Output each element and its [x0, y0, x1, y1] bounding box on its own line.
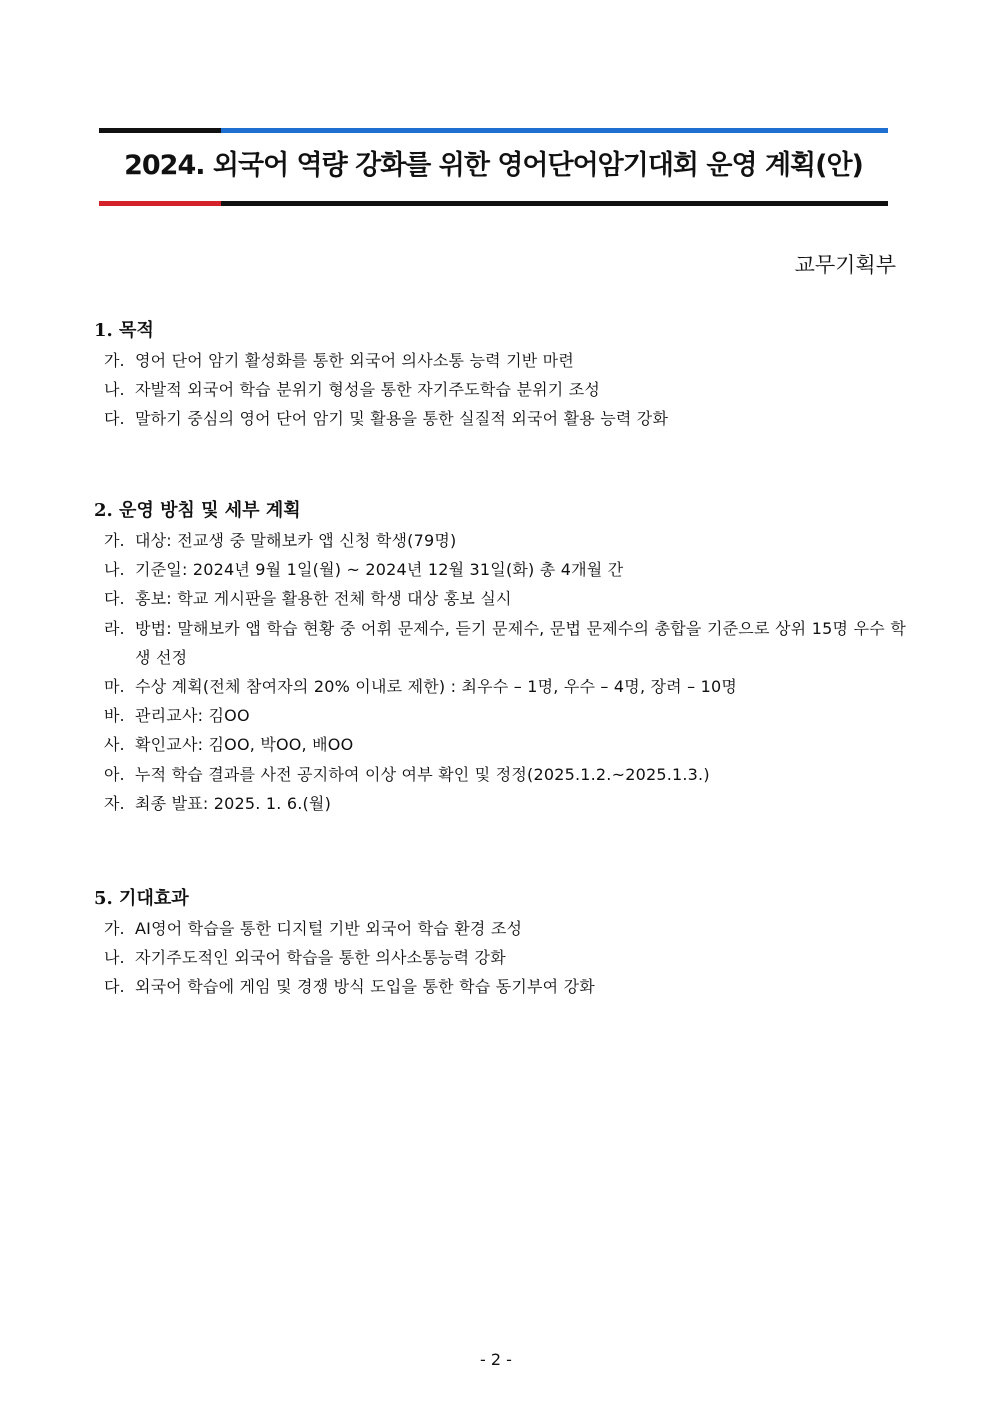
item-text: 최종 발표: 2025. 1. 6.(월): [135, 793, 332, 813]
page-number: - 2 -: [480, 1350, 512, 1369]
title-bottom-rule: [99, 201, 888, 206]
section-purpose: [94, 316, 906, 434]
item-text: 누적 학습 결과를 사전 공지하여 이상 여부 확인 및 정정(2025.1.2.~2025.1.3.): [135, 764, 710, 784]
department-label: 교무기획부: [794, 253, 896, 277]
item-text: 자기주도적인 외국어 학습을 통한 의사소통능력 강화: [135, 948, 506, 968]
top-rule-black-segment: [99, 128, 221, 133]
list-item: [104, 701, 906, 730]
top-rule-blue-segment: [221, 128, 888, 133]
list-item: [104, 943, 906, 972]
title-top-rule: [99, 128, 888, 133]
list-item: [104, 730, 906, 759]
list-item: [104, 375, 906, 404]
list-item: [104, 914, 906, 943]
list-item: [104, 760, 906, 789]
item-text: 확인교사: 김OO, 박OO, 배OO: [135, 735, 354, 755]
item-marker: 나.: [104, 380, 125, 400]
bottom-rule-red-segment: [99, 201, 221, 206]
item-marker: 다.: [104, 409, 125, 429]
item-marker: 가.: [104, 531, 125, 550]
list-item: [104, 972, 906, 1001]
list-item: [104, 614, 906, 672]
section-operation-plan: [94, 496, 906, 818]
item-text: 기준일: 2024년 9월 1일(월) ~ 2024년 12월 31일(화) 총 4개월 간: [135, 560, 624, 580]
item-marker: 아.: [104, 764, 125, 784]
list-item: [104, 526, 906, 555]
item-marker: 사.: [104, 735, 125, 755]
list-item: [104, 404, 906, 433]
item-marker: 바.: [104, 706, 125, 726]
item-marker: 다.: [104, 977, 125, 997]
item-marker: 나.: [104, 560, 125, 580]
section-heading: 2. 운영 방침 및 세부 계획: [94, 500, 301, 521]
item-marker: 가.: [104, 919, 125, 938]
item-text: AI영어 학습을 통한 디지털 기반 외국어 학습 환경 조성: [135, 919, 523, 938]
list-item: [104, 584, 906, 613]
document-title: 2024. 외국어 역량 강화를 위한 영어단어암기대회 운영 계획(안): [124, 150, 863, 181]
item-text: 관리교사: 김OO: [135, 706, 250, 726]
list-item: [104, 555, 906, 584]
item-marker: 가.: [104, 351, 125, 370]
section-heading: 5. 기대효과: [94, 888, 189, 909]
item-text: 자발적 외국어 학습 분위기 형성을 통한 자기주도학습 분위기 조성: [135, 380, 601, 400]
item-text: 수상 계획(전체 참여자의 20% 이내로 제한) : 최우수 – 1명, 우수 – 4명, 장려 – 10명: [135, 677, 738, 697]
item-text: 영어 단어 암기 활성화를 통한 외국어 의사소통 능력 기반 마련: [135, 351, 574, 370]
item-marker: 라.: [104, 618, 125, 638]
item-text: 말하기 중심의 영어 단어 암기 및 활용을 통한 실질적 외국어 활용 능력 강화: [135, 409, 669, 429]
list-item: [104, 672, 906, 701]
section-expected-effects: [94, 884, 906, 1002]
item-marker: 마.: [104, 677, 125, 697]
item-marker: 다.: [104, 589, 125, 609]
item-text: 대상: 전교생 중 말해보카 앱 신청 학생(79명): [135, 531, 457, 550]
list-item: [104, 346, 906, 375]
section-heading: 1. 목적: [94, 320, 154, 341]
item-text: 방법: 말해보카 앱 학습 현황 중 어휘 문제수, 듣기 문제수, 문법 문제수의 총합을 기준으로 상위 15명 우수 학생 선정: [135, 618, 906, 667]
item-text: 홍보: 학교 게시판을 활용한 전체 학생 대상 홍보 실시: [135, 589, 512, 609]
item-marker: 자.: [104, 793, 125, 813]
list-item: [104, 789, 906, 818]
bottom-rule-black-segment: [221, 201, 888, 206]
item-marker: 나.: [104, 948, 125, 968]
item-text: 외국어 학습에 게임 및 경쟁 방식 도입을 통한 학습 동기부여 강화: [135, 977, 595, 997]
title-block: [99, 128, 888, 208]
